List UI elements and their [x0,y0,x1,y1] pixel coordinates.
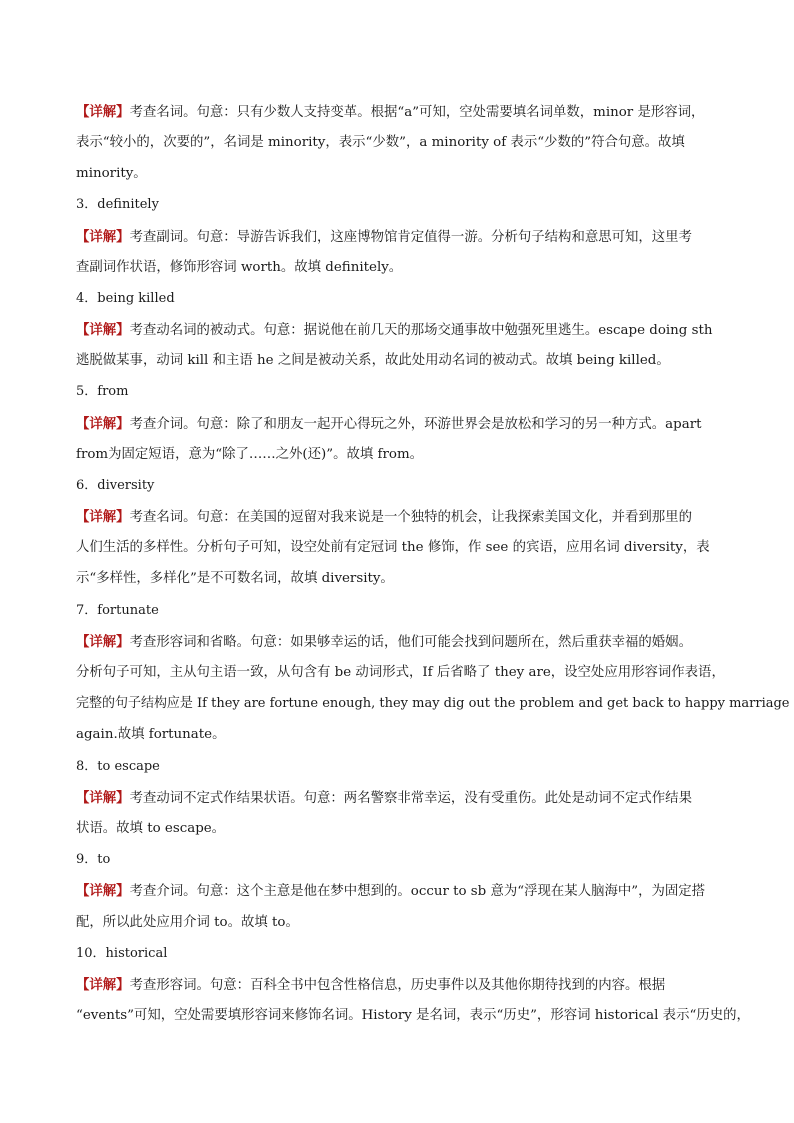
explanation-tag: 【详解】 [76,322,130,338]
explanation-tag: 【详解】 [76,790,130,806]
explanation-line: 状语。故填 to escape。 [76,821,226,836]
answer-label: 3．definitely [76,197,159,212]
explanation-line: 示“多样性，多样化”是不可数名词，故填 diversity。 [76,571,394,586]
explanation-line: “events”可知，空处需要填形容词来修饰名词。History 是名词，表示“历史”，形容词 historical 表示“历史的， [76,1008,750,1023]
explanation-line: 分析句子可知，主从句主语一致，从句含有 be 动词形式，If 后省略了 they are，设空处应用形容词作表语， [76,665,725,680]
explanation-line: 完整的句子结构应是 If they are fortune enough, they may dig out the problem and get back to happy marriage [76,696,790,711]
explanation-line: 【详解】考查动词不定式作结果状语。句意：两名警察非常幸运，没有受重伤。此处是动词不定式作结果 [76,790,692,806]
explanation-line: 【详解】考查名词。句意：只有少数人支持变革。根据“a”可知，空处需要填名词单数，minor 是形容词， [76,104,705,120]
explanation-line: from为固定短语，意为“除了……之外(还)”。故填 from。 [76,447,424,462]
explanation-line: 逃脱做某事，动词 kill 和主语 he 之间是被动关系，故此处用动名词的被动式。故填 being killed。 [76,353,670,368]
explanation-line: 人们生活的多样性。分析句子可知，设空处前有定冠词 the 修饰，作 see 的宾语，应用名词 diversity，表 [76,540,710,555]
explanation-tag: 【详解】 [76,104,130,120]
explanation-tag: 【详解】 [76,883,130,899]
answer-label: 6．diversity [76,478,155,493]
answer-label: 10．historical [76,946,168,961]
explanation-line: 配，所以此处应用介词 to。故填 to。 [76,915,299,930]
answer-label: 7．fortunate [76,603,159,618]
explanation-tag: 【详解】 [76,634,130,650]
explanation-line: minority。 [76,166,147,181]
explanation-tag: 【详解】 [76,229,130,245]
explanation-line: 【详解】考查介词。句意：除了和朋友一起开心得玩之外，环游世界会是放松和学习的另一种方式。apart [76,416,702,432]
explanation-tag: 【详解】 [76,509,130,525]
explanation-line: 查副词作状语，修饰形容词 worth。故填 definitely。 [76,260,403,275]
answer-label: 4．being killed [76,291,175,306]
explanation-line: 表示“较小的，次要的”，名词是 minority，表示“少数”，a minority of 表示“少数的”符合句意。故填 [76,135,685,150]
answer-label: 5．from [76,384,129,399]
explanation-line: 【详解】考查形容词和省略。句意：如果够幸运的话，他们可能会找到问题所在，然后重获幸福的婚姻。 [76,634,692,650]
answer-label: 8．to escape [76,759,160,774]
explanation-line: 【详解】考查动名词的被动式。句意：据说他在前几天的那场交通事故中勉强死里逃生。escape doing sth [76,322,713,338]
explanation-line: again.故填 fortunate。 [76,727,226,742]
explanation-tag: 【详解】 [76,416,130,432]
explanation-line: 【详解】考查介词。句意：这个主意是他在梦中想到的。occur to sb 意为“浮现在某人脑海中”，为固定搭 [76,883,706,899]
explanation-line: 【详解】考查名词。句意：在美国的逗留对我来说是一个独特的机会，让我探索美国文化，并看到那里的 [76,509,692,525]
explanation-line: 【详解】考查形容词。句意：百科全书中包含性格信息，历史事件以及其他你期待找到的内容。根据 [76,977,666,993]
answer-label: 9．to [76,852,111,867]
explanation-line: 【详解】考查副词。句意：导游告诉我们，这座博物馆肯定值得一游。分析句子结构和意思可知，这里考 [76,229,692,245]
explanation-tag: 【详解】 [76,977,130,993]
